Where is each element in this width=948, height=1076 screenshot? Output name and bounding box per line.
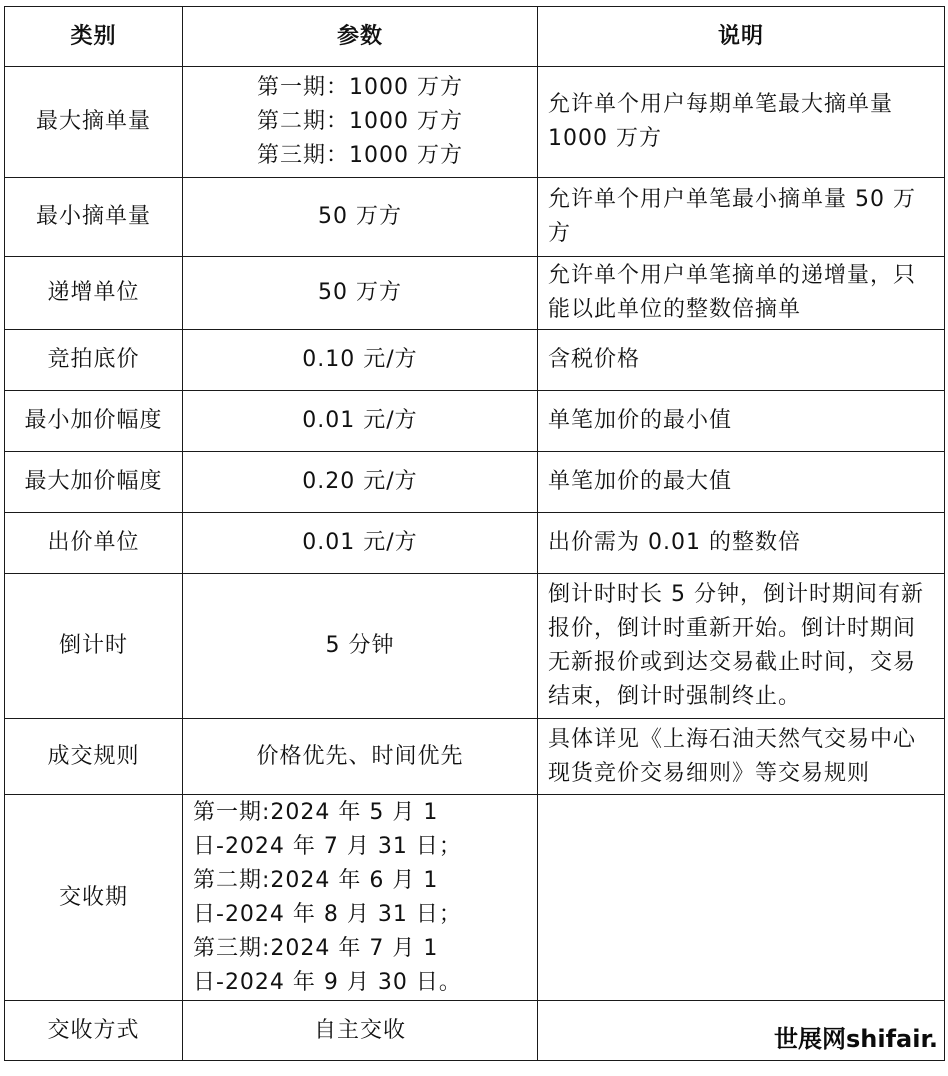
- table-row: [5, 513, 945, 574]
- param-line: 0.01 元/方: [302, 530, 418, 555]
- row-category: 递增单位: [5, 257, 183, 330]
- param-line: 0.10 元/方: [302, 347, 418, 372]
- param-line: 第一期:2024 年 5 月 1 日-2024 年 7 月 31 日；: [193, 799, 462, 859]
- row-param: [183, 1001, 538, 1061]
- table-row: [5, 391, 945, 452]
- table-row: [5, 330, 945, 391]
- row-category: 交收方式: [5, 1001, 183, 1061]
- param-line: 第二期:2024 年 6 月 1 日-2024 年 8 月 31 日；: [193, 867, 462, 927]
- row-param: [183, 67, 538, 178]
- header-category: 类别: [5, 7, 183, 67]
- row-category: 倒计时: [5, 574, 183, 719]
- row-param: [183, 391, 538, 452]
- row-desc: 允许单个用户单笔最小摘单量 50 万方: [538, 178, 945, 257]
- row-desc: 单笔加价的最大值: [538, 452, 945, 513]
- row-category: 交收期: [5, 795, 183, 1001]
- row-category: 最大摘单量: [5, 67, 183, 178]
- table-row: [5, 795, 945, 1001]
- row-desc: 出价需为 0.01 的整数倍: [538, 513, 945, 574]
- row-desc: 允许单个用户每期单笔最大摘单量1000 万方: [538, 67, 945, 178]
- param-line: 第三期：1000 万方: [257, 143, 463, 168]
- row-param: [183, 719, 538, 795]
- row-desc: 允许单个用户单笔摘单的递增量，只能以此单位的整数倍摘单: [538, 257, 945, 330]
- param-line: 第一期：1000 万方: [257, 75, 463, 100]
- header-param: 参数: [183, 7, 538, 67]
- param-line: 自主交收: [313, 1017, 406, 1043]
- row-desc: 含税价格: [538, 330, 945, 391]
- row-param: [183, 330, 538, 391]
- row-category: 最大加价幅度: [5, 452, 183, 513]
- row-param: [183, 513, 538, 574]
- param-line: 价格优先、时间优先: [256, 743, 464, 769]
- row-category: 出价单位: [5, 513, 183, 574]
- header-desc: 说明: [538, 7, 945, 67]
- param-line: 50 万方: [318, 280, 402, 305]
- param-line: 第二期：1000 万方: [257, 109, 463, 134]
- table-row: [5, 719, 945, 795]
- table-row: [5, 574, 945, 719]
- row-desc: [538, 795, 945, 1001]
- row-param: [183, 257, 538, 330]
- row-param: [183, 574, 538, 719]
- row-desc: 具体详见《上海石油天然气交易中心现货竞价交易细则》等交易规则: [538, 719, 945, 795]
- param-line: 0.20 元/方: [302, 469, 418, 494]
- rules-table: [4, 6, 945, 1061]
- row-desc: 单笔加价的最小值: [538, 391, 945, 452]
- row-param: [183, 178, 538, 257]
- row-category: 最小摘单量: [5, 178, 183, 257]
- row-category: 竞拍底价: [5, 330, 183, 391]
- table-row: [5, 452, 945, 513]
- row-param: [183, 795, 538, 1001]
- table-row: [5, 67, 945, 178]
- row-category: 最小加价幅度: [5, 391, 183, 452]
- param-line: 5 分钟: [325, 633, 395, 658]
- param-line: 第三期:2024 年 7 月 1 日-2024 年 9 月 30 日。: [193, 935, 462, 995]
- row-desc: 倒计时时长 5 分钟，倒计时期间有新报价，倒计时重新开始。倒计时期间无新报价或到达交易截止时间，交易结束，倒计时强制终止。: [538, 574, 945, 719]
- row-param: [183, 452, 538, 513]
- table-row: [5, 257, 945, 330]
- watermark-logo: 世展网shifair.: [770, 1017, 942, 1056]
- table-row: [5, 178, 945, 257]
- row-category: 成交规则: [5, 719, 183, 795]
- param-line: 0.01 元/方: [302, 408, 418, 433]
- header-row: [5, 7, 945, 67]
- param-line: 50 万方: [318, 204, 402, 229]
